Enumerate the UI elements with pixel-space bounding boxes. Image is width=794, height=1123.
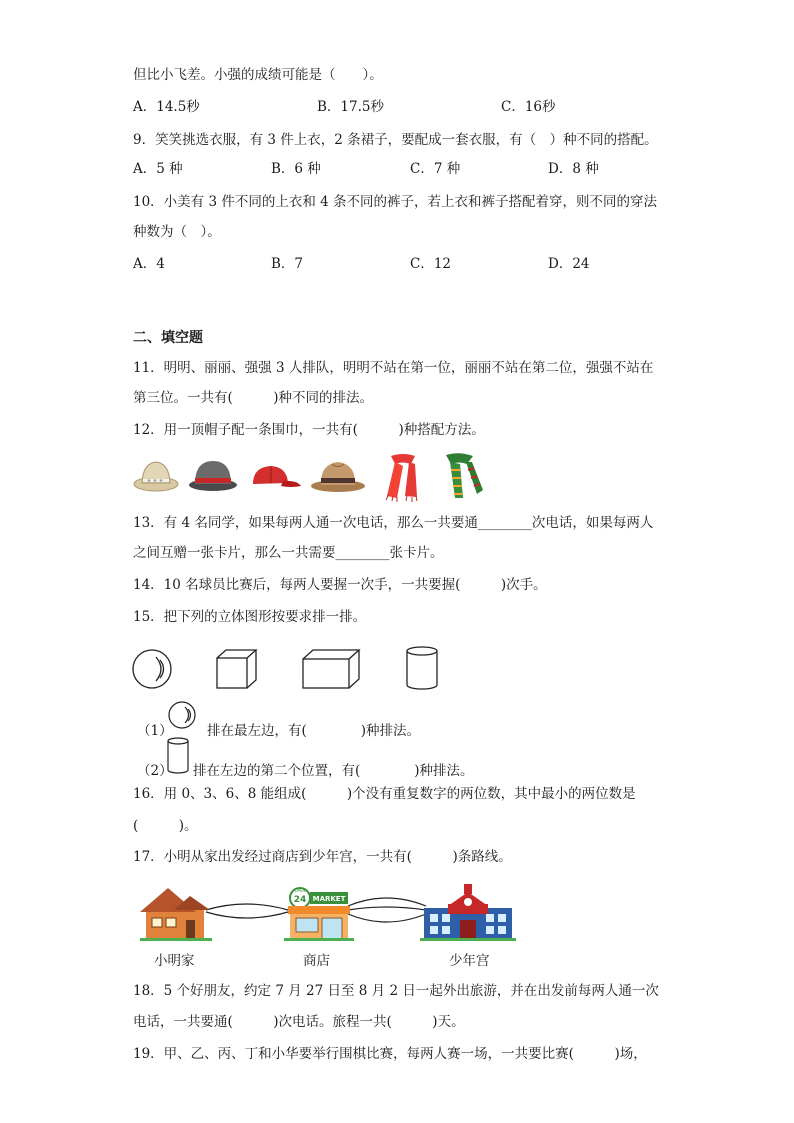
- q8-option-a[interactable]: A．14.5秒: [133, 99, 200, 115]
- q18-line2: 电话，一共要通( )次电话。旅程一共( )天。: [133, 1014, 465, 1030]
- q15-sub1-sphere-icon: [166, 700, 200, 736]
- q13-line1: 13．有 4 名同学，如果每两人通一次电话，那么一共要通________次电话，如果每两人: [133, 515, 654, 531]
- q10-option-c[interactable]: C．12: [410, 256, 452, 272]
- label-childrens-palace: 少年宫: [449, 953, 490, 969]
- label-shop: 商店: [303, 953, 330, 969]
- q9-option-a[interactable]: A．5 种: [133, 161, 183, 177]
- label-xiaoming-home: 小明家: [154, 953, 195, 969]
- shop-sign-24: 24: [293, 895, 307, 905]
- q9-text: 9．笑笑挑选衣服，有 3 件上衣，2 条裙子，要配成一套衣服，有（ ）种不同的搭配。: [133, 132, 658, 148]
- childrens-palace-icon: [420, 884, 516, 941]
- q15-sub1-text: 排在最左边，有( )种排法。: [207, 723, 421, 739]
- q8-option-b[interactable]: B．17.5秒: [317, 99, 384, 115]
- red-scarf-icon: [386, 454, 417, 502]
- q17-route-diagram: [138, 880, 518, 948]
- q16-line2: ( )。: [133, 818, 198, 834]
- q15-text: 15．把下列的立体图形按要求排一排。: [133, 609, 367, 625]
- cylinder-icon: [407, 647, 437, 689]
- shop-sign-open: OPEN: [294, 888, 306, 893]
- q10-option-d[interactable]: D．24: [548, 256, 590, 272]
- red-cap-icon: [253, 466, 301, 487]
- q9-option-b[interactable]: B．6 种: [271, 161, 321, 177]
- q15-sub1-number: （1）: [137, 723, 173, 739]
- q16-line1: 16．用 0、3、6、8 能组成( )个没有重复数字的两位数，其中最小的两位数是: [133, 786, 636, 802]
- shop-icon: [284, 888, 354, 941]
- gray-bowler-hat-icon: [189, 461, 237, 491]
- q12-hats-scarves: [133, 450, 493, 508]
- q11-line2: 第三位。一共有( )种不同的排法。: [133, 390, 374, 406]
- q10-line1: 10．小美有 3 件不同的上衣和 4 条不同的裤子，若上衣和裤子搭配着穿，则不同的穿法: [133, 194, 658, 210]
- brown-fedora-icon: [311, 462, 365, 492]
- q12-text: 12．用一顶帽子配一条围巾，一共有( )种搭配方法。: [133, 422, 485, 438]
- q9-option-d[interactable]: D．8 种: [548, 161, 599, 177]
- q15-sub2-number: （2）: [137, 763, 173, 779]
- q10-line2: 种数为（ ）。: [133, 224, 221, 240]
- cube-icon: [217, 650, 256, 688]
- q9-option-c[interactable]: C．7 种: [410, 161, 461, 177]
- q13-line2: 之间互赠一张卡片，那么一共需要________张卡片。: [133, 545, 444, 561]
- section-title: 二、填空题: [133, 330, 203, 346]
- cuboid-icon: [303, 650, 359, 688]
- q15-sub2-cylinder-icon: [166, 736, 192, 780]
- q18-line1: 18．5 个好朋友，约定 7 月 27 日至 8 月 2 日一起外出旅游，并在出发前每两人通一次: [133, 983, 659, 999]
- straw-hat-icon: [134, 462, 178, 491]
- q8-continuation: 但比小飞差。小强的成绩可能是（ ）。: [133, 67, 383, 83]
- q14-text: 14．10 名球员比赛后，每两人要握一次手，一共要握( )次手。: [133, 577, 547, 593]
- shop-sign-market: MARKET: [312, 895, 346, 903]
- q10-option-b[interactable]: B．7: [271, 256, 304, 272]
- q19-text: 19．甲、乙、丙、丁和小华要举行围棋比赛，每两人赛一场，一共要比赛( )场，: [133, 1046, 647, 1062]
- q10-option-a[interactable]: A．4: [133, 256, 165, 272]
- q15-sub2-text: 排在左边的第二个位置，有( )种排法。: [193, 763, 474, 779]
- route-lines-home-shop: [206, 904, 288, 918]
- route-lines-shop-palace: [348, 898, 426, 922]
- q11-line1: 11．明明、丽丽、强强 3 人排队，明明不站在第一位，丽丽不站在第二位，强强不站在: [133, 360, 654, 376]
- q17-text: 17．小明从家出发经过商店到少年宫，一共有( )条路线。: [133, 849, 512, 865]
- house-icon: [140, 888, 212, 941]
- q15-solid-shapes: [130, 645, 450, 699]
- green-striped-scarf-icon: [446, 453, 483, 498]
- sphere-icon: [133, 650, 171, 688]
- q8-option-c[interactable]: C．16秒: [501, 99, 556, 115]
